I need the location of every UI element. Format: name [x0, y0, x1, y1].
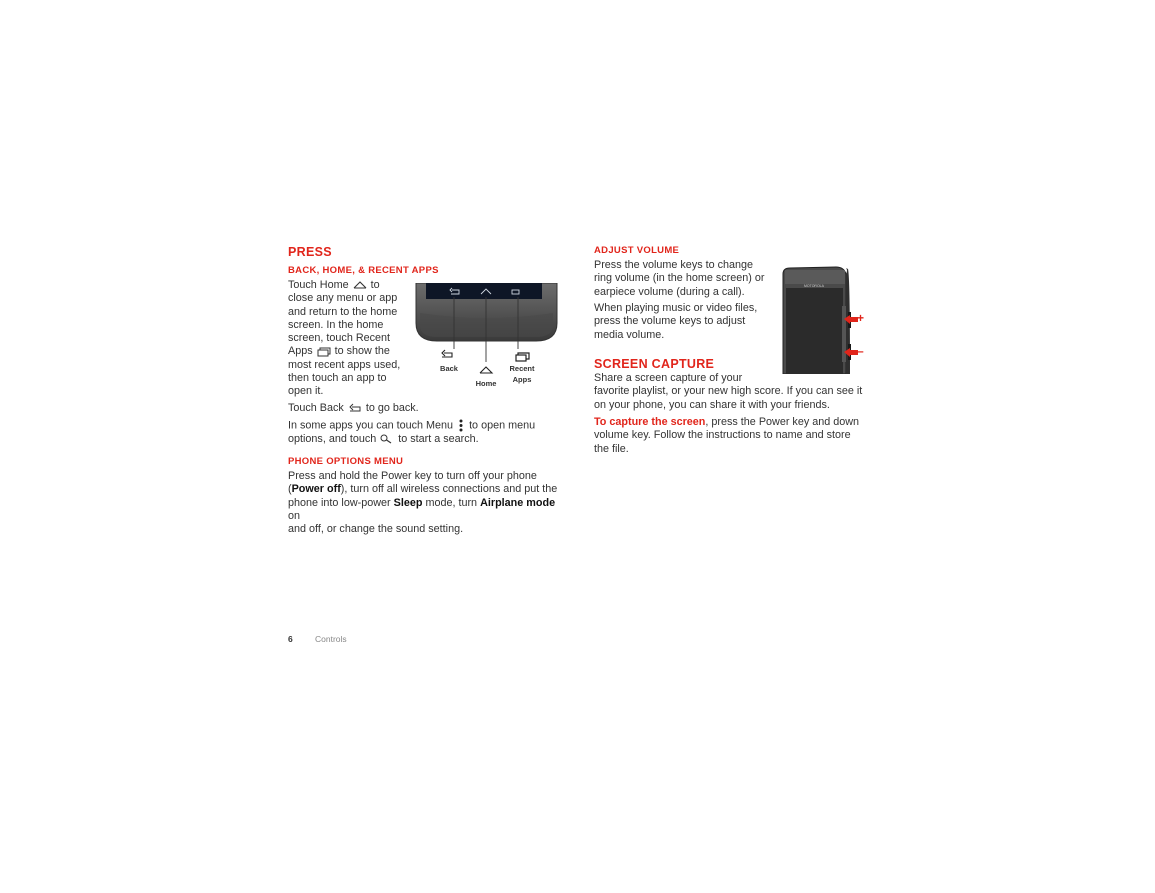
section-name: Controls — [315, 634, 347, 644]
back-icon — [347, 403, 363, 413]
back-home-recent-heading: BACK, HOME, & RECENT APPS — [288, 265, 439, 276]
back-label: Back — [440, 364, 458, 373]
menu-icon — [456, 419, 466, 432]
press-heading: PRESS — [288, 245, 332, 259]
recent-label: Recent — [509, 364, 535, 373]
plus-sign: + — [857, 311, 865, 325]
capture-paragraph-2: To capture the screen, press the Power key and down volume key. Follow the instructions to name and store the file. — [594, 416, 860, 455]
screen-capture-heading: SCREEN CAPTURE — [594, 357, 715, 371]
volume-paragraph-2: When playing music or video files, press the volume keys to adjust media volume. — [594, 302, 758, 341]
apps-label: Apps — [512, 375, 532, 384]
phone-options-paragraph: Press and hold the Power key to turn off your phone (Power off), turn off all wireless connections and put the phone into low-power Sleep mode, turn Airplane mode on and off, or change the sound setting. — [288, 470, 558, 536]
search-icon — [379, 434, 395, 444]
volume-paragraph-1: Press the volume keys to change ring volume (in the home screen) or earpiece volume (during a call). — [594, 259, 765, 298]
phone-volume-figure — [782, 266, 866, 374]
adjust-volume-heading: ADJUST VOLUME — [594, 245, 680, 256]
minus-sign: – — [857, 344, 864, 358]
home-icon — [352, 280, 368, 290]
page-number: 6 — [288, 634, 293, 644]
home-label: Home — [475, 379, 497, 388]
capture-paragraph-1: Share a screen capture of your favorite playlist, or your new high score. If you can see it on your phone, you can share it with your friends. — [594, 372, 863, 411]
phone-side-illustration — [782, 266, 866, 374]
phone-nav-keys-figure — [414, 283, 559, 393]
brand-text: MOTOROLA — [804, 284, 824, 288]
phone-options-heading: PHONE OPTIONS MENU — [288, 456, 404, 467]
menu-paragraph: In some apps you can touch Menu to open menu options, and touch to start a search. — [288, 419, 536, 445]
bhr-paragraph: Touch Home to close any menu or app and return to the home screen. In the home screen, touch Recent Apps to show the most recent apps used, then touch an app to open it. — [288, 279, 401, 398]
recent-apps-icon — [316, 347, 332, 357]
back-paragraph: Touch Back to go back. — [288, 402, 419, 414]
